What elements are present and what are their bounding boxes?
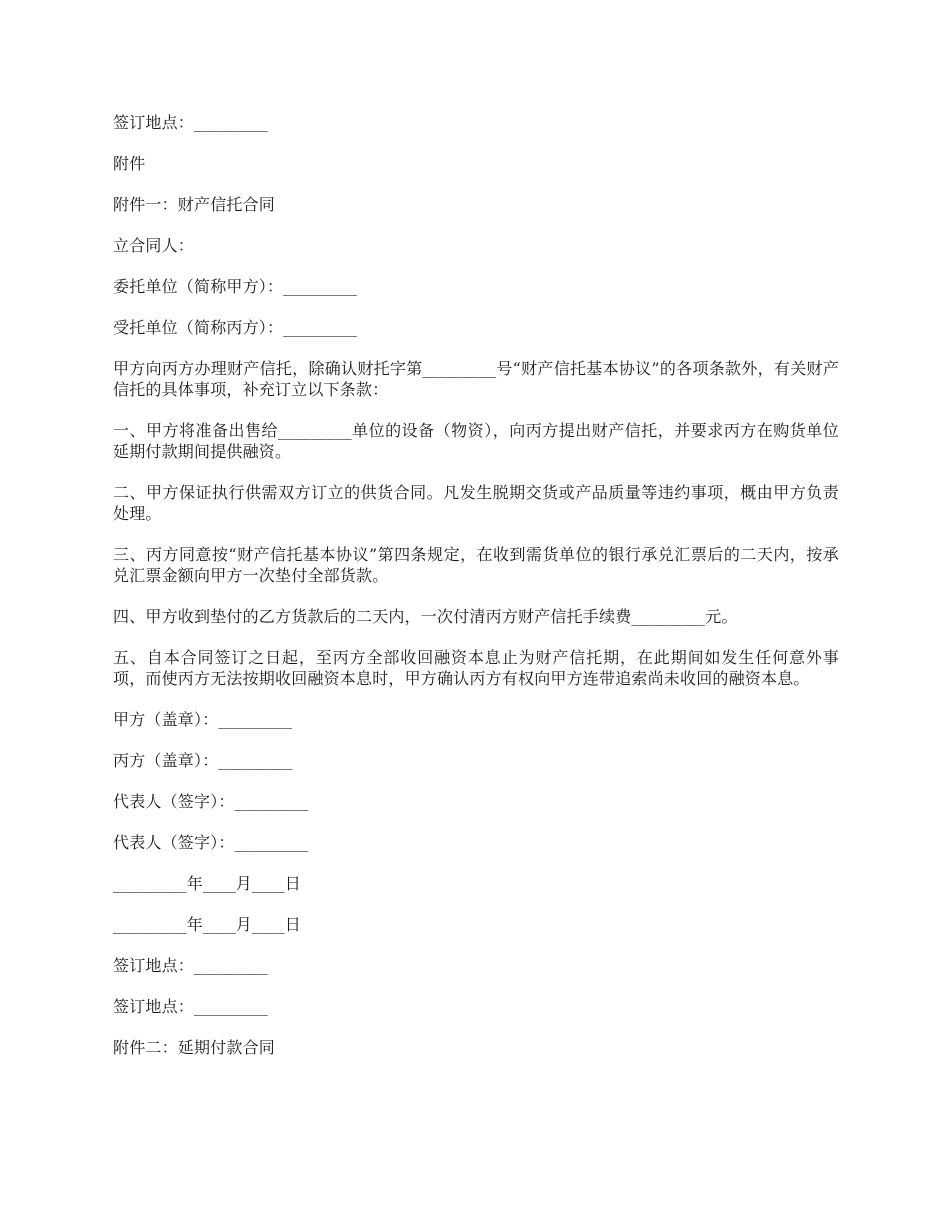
attachment-two-title: 附件二：延期付款合同 xyxy=(113,1038,276,1057)
party-c-line: 受托单位（简称丙方）：_________ xyxy=(113,318,358,337)
clause-three: 三、丙方同意按“财产信托基本协议”第四条规定，在收到需货单位的银行承兑汇票后的二天内，按承兑汇票金额向甲方一次垫付全部货款。 xyxy=(113,545,839,585)
attachment-heading: 附件 xyxy=(113,154,146,173)
date-line: _________年____月____日 xyxy=(113,915,302,934)
signing-place-line: 签订地点：_________ xyxy=(113,997,268,1016)
signing-place-line: 签订地点：_________ xyxy=(113,956,268,975)
signing-place-line: 签订地点：_________ xyxy=(113,113,268,132)
date-line: _________年____月____日 xyxy=(113,874,302,893)
contracting-parties-label: 立合同人： xyxy=(113,236,195,255)
clause-one: 一、甲方将准备出售给_________单位的设备（物资），向丙方提出财产信托，并要求丙方在购货单位延期付款期间提供融资。 xyxy=(113,421,839,461)
clause-two: 二、甲方保证执行供需双方订立的供货合同。凡发生脱期交货或产品质量等违约事项，概由甲方负责处理。 xyxy=(113,483,839,523)
party-a-line: 委托单位（简称甲方）：_________ xyxy=(113,277,358,296)
clause-five: 五、自本合同签订之日起，至丙方全部收回融资本息止为财产信托期，在此期间如发生任何意外事项，而使丙方无法按期收回融资本息时，甲方确认丙方有权向甲方连带追索尚未收回的融资本息。 xyxy=(113,648,839,688)
representative-signature-line: 代表人（签字）：_________ xyxy=(113,833,309,852)
party-c-seal-line: 丙方（盖章）：_________ xyxy=(113,751,293,770)
party-a-seal-line: 甲方（盖章）：_________ xyxy=(113,710,293,729)
document-page xyxy=(113,112,839,1078)
representative-signature-line: 代表人（签字）：_________ xyxy=(113,792,309,811)
intro-paragraph: 甲方向丙方办理财产信托，除确认财托字第_________号“财产信托基本协议”的各项条款外，有关财产信托的具体事项，补充订立以下条款： xyxy=(113,359,839,399)
clause-four: 四、甲方收到垫付的乙方货款后的二天内，一次付清丙方财产信托手续费_________元。 xyxy=(113,607,738,626)
attachment-one-title: 附件一：财产信托合同 xyxy=(113,195,276,214)
